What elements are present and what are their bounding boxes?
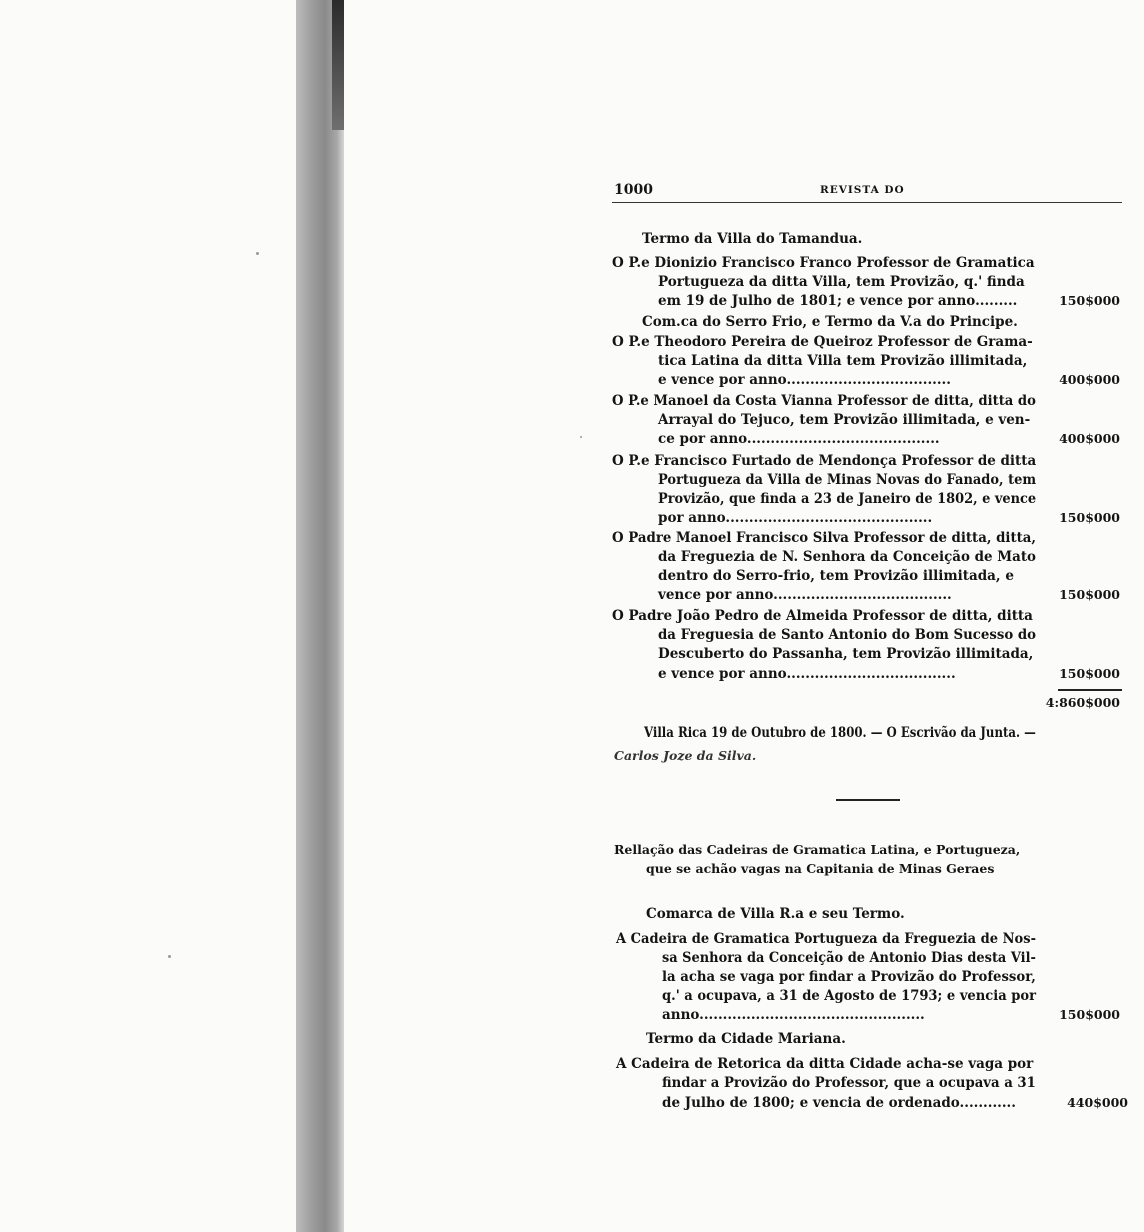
- signature: Carlos Joze da Silva.: [614, 748, 757, 763]
- entry-amount: 440$000: [1067, 1095, 1128, 1110]
- total-amount: 4:860$000: [1045, 695, 1120, 710]
- entry-line: Portugueza da Villa de Minas Novas do Fanado, tem: [658, 472, 1037, 488]
- entry-line: O Padre João Pedro de Almeida Professor de ditta, ditta: [612, 608, 1033, 624]
- entry-amount: 400$000: [1059, 431, 1120, 446]
- entry-line: sa Senhora da Conceição de Antonio Dias desta Vil-: [662, 950, 1036, 966]
- entry-line: findar a Provizão do Professor, que a ocupava a 31: [662, 1075, 1036, 1091]
- section-title-line-1: Rellação das Cadeiras de Gramatica Latina, e Portugueza,: [614, 842, 1021, 857]
- entry-line: ce por anno.........................................: [658, 431, 940, 447]
- entry-line: dentro do Serro-frio, tem Provizão illimitada, e: [658, 568, 1014, 584]
- entry-line: tica Latina da ditta Villa tem Provizão illimitada,: [658, 353, 1028, 369]
- entry-line: vence por anno......................................: [658, 587, 952, 603]
- entry-line: O Padre Manoel Francisco Silva Professor de ditta, ditta,: [612, 530, 1037, 546]
- paper-speck: [168, 955, 171, 958]
- entry-line: anno................................................: [662, 1007, 925, 1023]
- entry-line: Descuberto do Passanha, tem Provizão illimitada,: [658, 646, 1034, 662]
- entry-line: O P.e Manoel da Costa Vianna Professor de ditta, ditta do: [612, 393, 1036, 409]
- subheading: Com.ca do Serro Frio, e Termo da V.a do Principe.: [642, 314, 1018, 330]
- entry-line: da Freguezia de N. Senhora da Conceição de Mato: [658, 549, 1036, 565]
- entry-line: Arrayal do Tejuco, tem Provizão illimitada, e ven-: [658, 412, 1031, 428]
- entry-line: por anno............................................: [658, 510, 933, 526]
- closing-line: Villa Rica 19 de Outubro de 1800. — O Escrivão da Junta. —: [644, 725, 1036, 741]
- entry-amount: 150$000: [1059, 293, 1120, 308]
- entry-line: la acha se vaga por findar a Provizão do Professor,: [662, 969, 1036, 985]
- section-title-line-2: que se achão vagas na Capitania de Minas Geraes: [646, 861, 995, 876]
- gutter-shadow: [332, 0, 344, 130]
- subheading: Termo da Cidade Mariana.: [646, 1031, 846, 1047]
- entry-line: em 19 de Julho de 1801; e vence por anno.........: [658, 293, 1018, 309]
- entry-line: de Julho de 1800; e vencia de ordenado............: [662, 1095, 1016, 1111]
- entry-amount: 400$000: [1059, 372, 1120, 387]
- book-gutter: [296, 0, 344, 1232]
- section-divider: [836, 799, 900, 801]
- paper-speck: [256, 252, 259, 255]
- entry-line: da Freguesia de Santo Antonio do Bom Sucesso do: [658, 627, 1037, 643]
- entry-line: Provizão, que finda a 23 de Janeiro de 1802, e vence: [658, 491, 1037, 507]
- entry-amount: 150$000: [1059, 587, 1120, 602]
- entry-line: e vence por anno...................................: [658, 372, 951, 388]
- running-header: [612, 178, 1122, 203]
- entry-amount: 150$000: [1059, 666, 1120, 681]
- entry-line: q.' a ocupava, a 31 de Agosto de 1793; e vencia por: [662, 988, 1037, 1004]
- entry-line: A Cadeira de Retorica da ditta Cidade acha-se vaga por: [616, 1056, 1034, 1072]
- total-rule: [1058, 689, 1122, 691]
- section-heading: Termo da Villa do Tamandua.: [642, 231, 863, 247]
- document-page: [612, 178, 1128, 1111]
- entry-line: O P.e Theodoro Pereira de Queiroz Professor de Grama-: [612, 334, 1033, 350]
- page-number: 1000: [614, 182, 653, 198]
- subheading: Comarca de Villa R.a e seu Termo.: [646, 906, 905, 922]
- entry-amount: 150$000: [1059, 1007, 1120, 1022]
- entry-amount: 150$000: [1059, 510, 1120, 525]
- entry-line: A Cadeira de Gramatica Portugueza da Freguezia de Nos-: [616, 931, 1036, 947]
- entry-line: O P.e Francisco Furtado de Mendonça Professor de ditta: [612, 453, 1037, 469]
- paper-speck: [580, 436, 582, 438]
- entry-line: e vence por anno....................................: [658, 666, 956, 682]
- running-title: REVISTA DO: [820, 184, 905, 196]
- entry-line: Portugueza da ditta Villa, tem Provizão, q.' finda: [658, 274, 1025, 290]
- entry-line: O P.e Dionizio Francisco Franco Professor de Gramatica: [612, 255, 1035, 271]
